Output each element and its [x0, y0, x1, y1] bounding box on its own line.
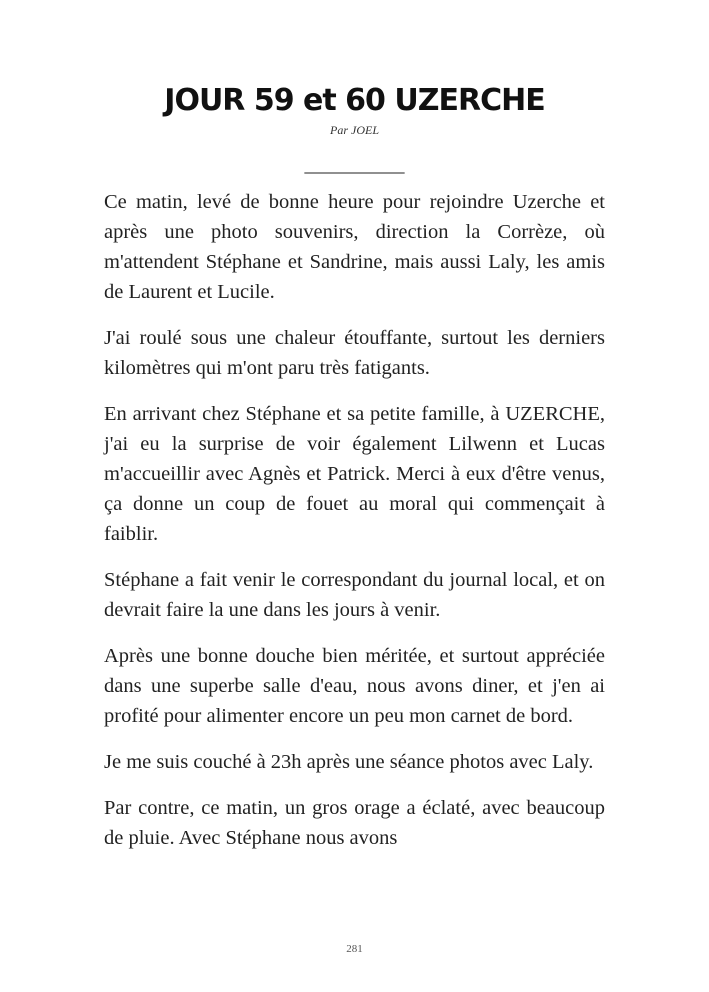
paragraph-7: Par contre, ce matin, un gros orage a éclaté, avec beaucoup de pluie. Avec Stéphane nous avons	[104, 797, 605, 849]
paragraph-5: Après une bonne douche bien méritée, et surtout appréciée dans une superbe salle d'eau, nous avons diner, et j'en ai profité pour alimenter encore un peu mon carnet de bord.	[104, 645, 605, 727]
paragraph-1: Ce matin, levé de bonne heure pour rejoindre Uzerche et après une photo souvenirs, direction la Corrèze, où m'attendent Stéphane et Sandrine, mais aussi Laly, les amis de Laurent et Lucile.	[104, 191, 605, 303]
title-separator: __________	[304, 154, 405, 176]
page-number: 281	[346, 943, 363, 955]
paragraph-3: En arrivant chez Stéphane et sa petite famille, à UZERCHE, j'ai eu la surprise de voir également Lilwenn et Lucas m'accueillir avec Agnès et Patrick. Merci à eux d'être venus, ça donne un coup de fouet au moral qui commençait à faiblir.	[104, 403, 605, 545]
paragraph-2: J'ai roulé sous une chaleur étouffante, surtout les derniers kilomètres qui m'ont paru très fatigants.	[104, 327, 605, 379]
author-byline: Par JOEL	[330, 123, 379, 137]
paragraph-4: Stéphane a fait venir le correspondant du journal local, et on devrait faire la une dans les jours à venir.	[104, 569, 605, 621]
article-body	[104, 187, 605, 869]
paragraph-6: Je me suis couché à 23h après une séance photos avec Laly.	[104, 751, 594, 773]
page-title: JOUR 59 et 60 UZERCHE	[164, 83, 545, 118]
